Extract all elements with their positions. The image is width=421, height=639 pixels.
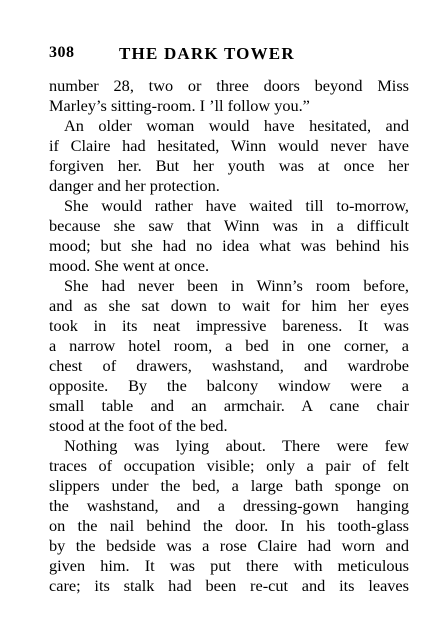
text-line: traces of occupation visible; only a pair of felt (49, 456, 409, 475)
text-line: and as she sat down to wait for him her eyes (49, 296, 409, 315)
text-line: mood. She went at once. (49, 256, 210, 275)
text-line: slippers under the bed, a large bath sponge on (49, 476, 409, 495)
text-line: opposite. By the balcony window were a (49, 376, 409, 395)
text-line: the washstand, and a dressing-gown hanging (49, 496, 409, 515)
text-line: Marley’s sitting-room. I ’ll follow you.” (49, 96, 310, 115)
text-line: She would rather have waited till to-morrow, (64, 196, 409, 215)
text-line: if Claire had hesitated, Winn would never have (49, 136, 409, 155)
text-line: danger and her protection. (49, 176, 220, 195)
running-head (49, 44, 389, 66)
text-line: a narrow hotel room, a bed in one corner, a (49, 336, 409, 355)
text-line: on the nail behind the door. In his tooth-glass (49, 516, 409, 535)
text-line: number 28, two or three doors beyond Miss (49, 76, 409, 95)
text-line: took in its neat impressive bareness. It was (49, 316, 409, 335)
text-line: by the bedside was a rose Claire had worn and (49, 536, 409, 555)
text-line: given him. It was put there with meticulous (49, 556, 409, 575)
page-number: 308 (49, 44, 75, 61)
text-line: forgiven her. But her youth was at once her (49, 156, 409, 175)
book-title: THE DARK TOWER (119, 44, 295, 63)
body-text (49, 76, 409, 596)
text-line: mood; but she had no idea what was behind his (49, 236, 409, 255)
text-line: because she saw that Winn was in a difficult (49, 216, 409, 235)
text-line: Nothing was lying about. There were few (64, 436, 409, 455)
text-line: stood at the foot of the bed. (49, 416, 228, 435)
text-line: She had never been in Winn’s room before, (64, 276, 409, 295)
text-line: care; its stalk had been re-cut and its leaves (49, 576, 409, 595)
text-line: small table and an armchair. A cane chair (49, 396, 409, 415)
text-line: An older woman would have hesitated, and (64, 116, 409, 135)
text-line: chest of drawers, washstand, and wardrobe (49, 356, 409, 375)
